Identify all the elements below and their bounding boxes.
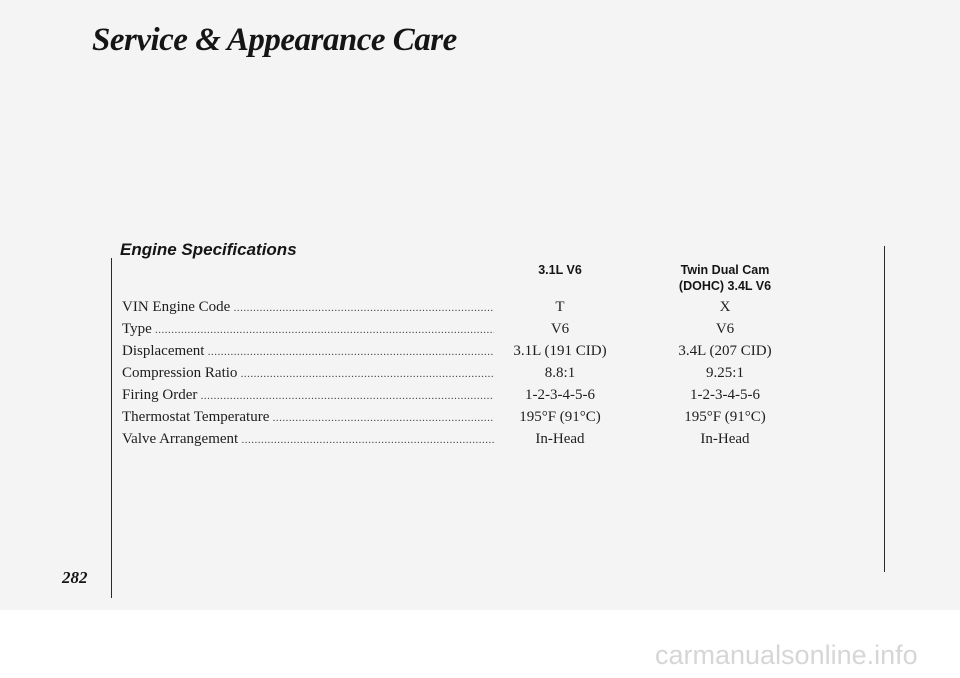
spec-value-3-1l: 1-2-3-4-5-6 [525, 387, 595, 403]
spec-row-thermostat-temperature [0, 406, 960, 428]
column-header-3-4l-v6 [650, 262, 800, 294]
spec-value-3-1l: T [555, 299, 565, 315]
spec-value-3-4l: 9.25:1 [706, 365, 744, 381]
spec-value-3-4l: V6 [715, 321, 735, 337]
spec-row-compression-ratio [0, 362, 960, 384]
spec-label: Displacement ..... [122, 340, 494, 363]
spec-label: Thermostat Temperature ..... [122, 406, 494, 429]
spec-row-firing-order [0, 384, 960, 406]
spec-value-3-1l: 8.8:1 [544, 365, 576, 381]
spec-value-3-1l: 195°F (91°C) [519, 409, 601, 425]
spec-label: VIN Engine Code ..... [122, 296, 494, 319]
spec-label: Valve Arrangement ..... [122, 428, 494, 451]
spec-row-type [0, 318, 960, 340]
page-number: 282 [62, 568, 88, 587]
spec-value-3-4l: 3.4L (207 CID) [678, 343, 772, 359]
spec-value-3-1l: V6 [550, 321, 570, 337]
spec-value-3-4l: 1-2-3-4-5-6 [690, 387, 760, 403]
spec-row-vin-engine-code [0, 296, 960, 318]
spec-value-3-4l: In-Head [700, 431, 750, 447]
spec-label: Firing Order ..... [122, 384, 494, 407]
spec-label: Type ..... [122, 318, 494, 341]
column-header-3-4l-v6-text: Twin Dual Cam (DOHC) 3.4L V6 [678, 263, 772, 293]
spec-row-valve-arrangement [0, 428, 960, 450]
site-watermark: carmanualsonline.info [655, 640, 918, 670]
spec-value-3-1l: In-Head [535, 431, 585, 447]
section-title: Service & Appearance Care [92, 22, 457, 58]
spec-value-3-4l: 195°F (91°C) [684, 409, 766, 425]
spec-row-displacement [0, 340, 960, 362]
spec-value-3-1l: 3.1L (191 CID) [513, 343, 607, 359]
engine-specifications-heading: Engine Specifications [120, 240, 297, 259]
column-header-3-1l-v6: 3.1L V6 [538, 263, 582, 277]
spec-value-3-4l: X [719, 299, 731, 315]
spec-label: Compression Ratio ..... [122, 362, 494, 385]
